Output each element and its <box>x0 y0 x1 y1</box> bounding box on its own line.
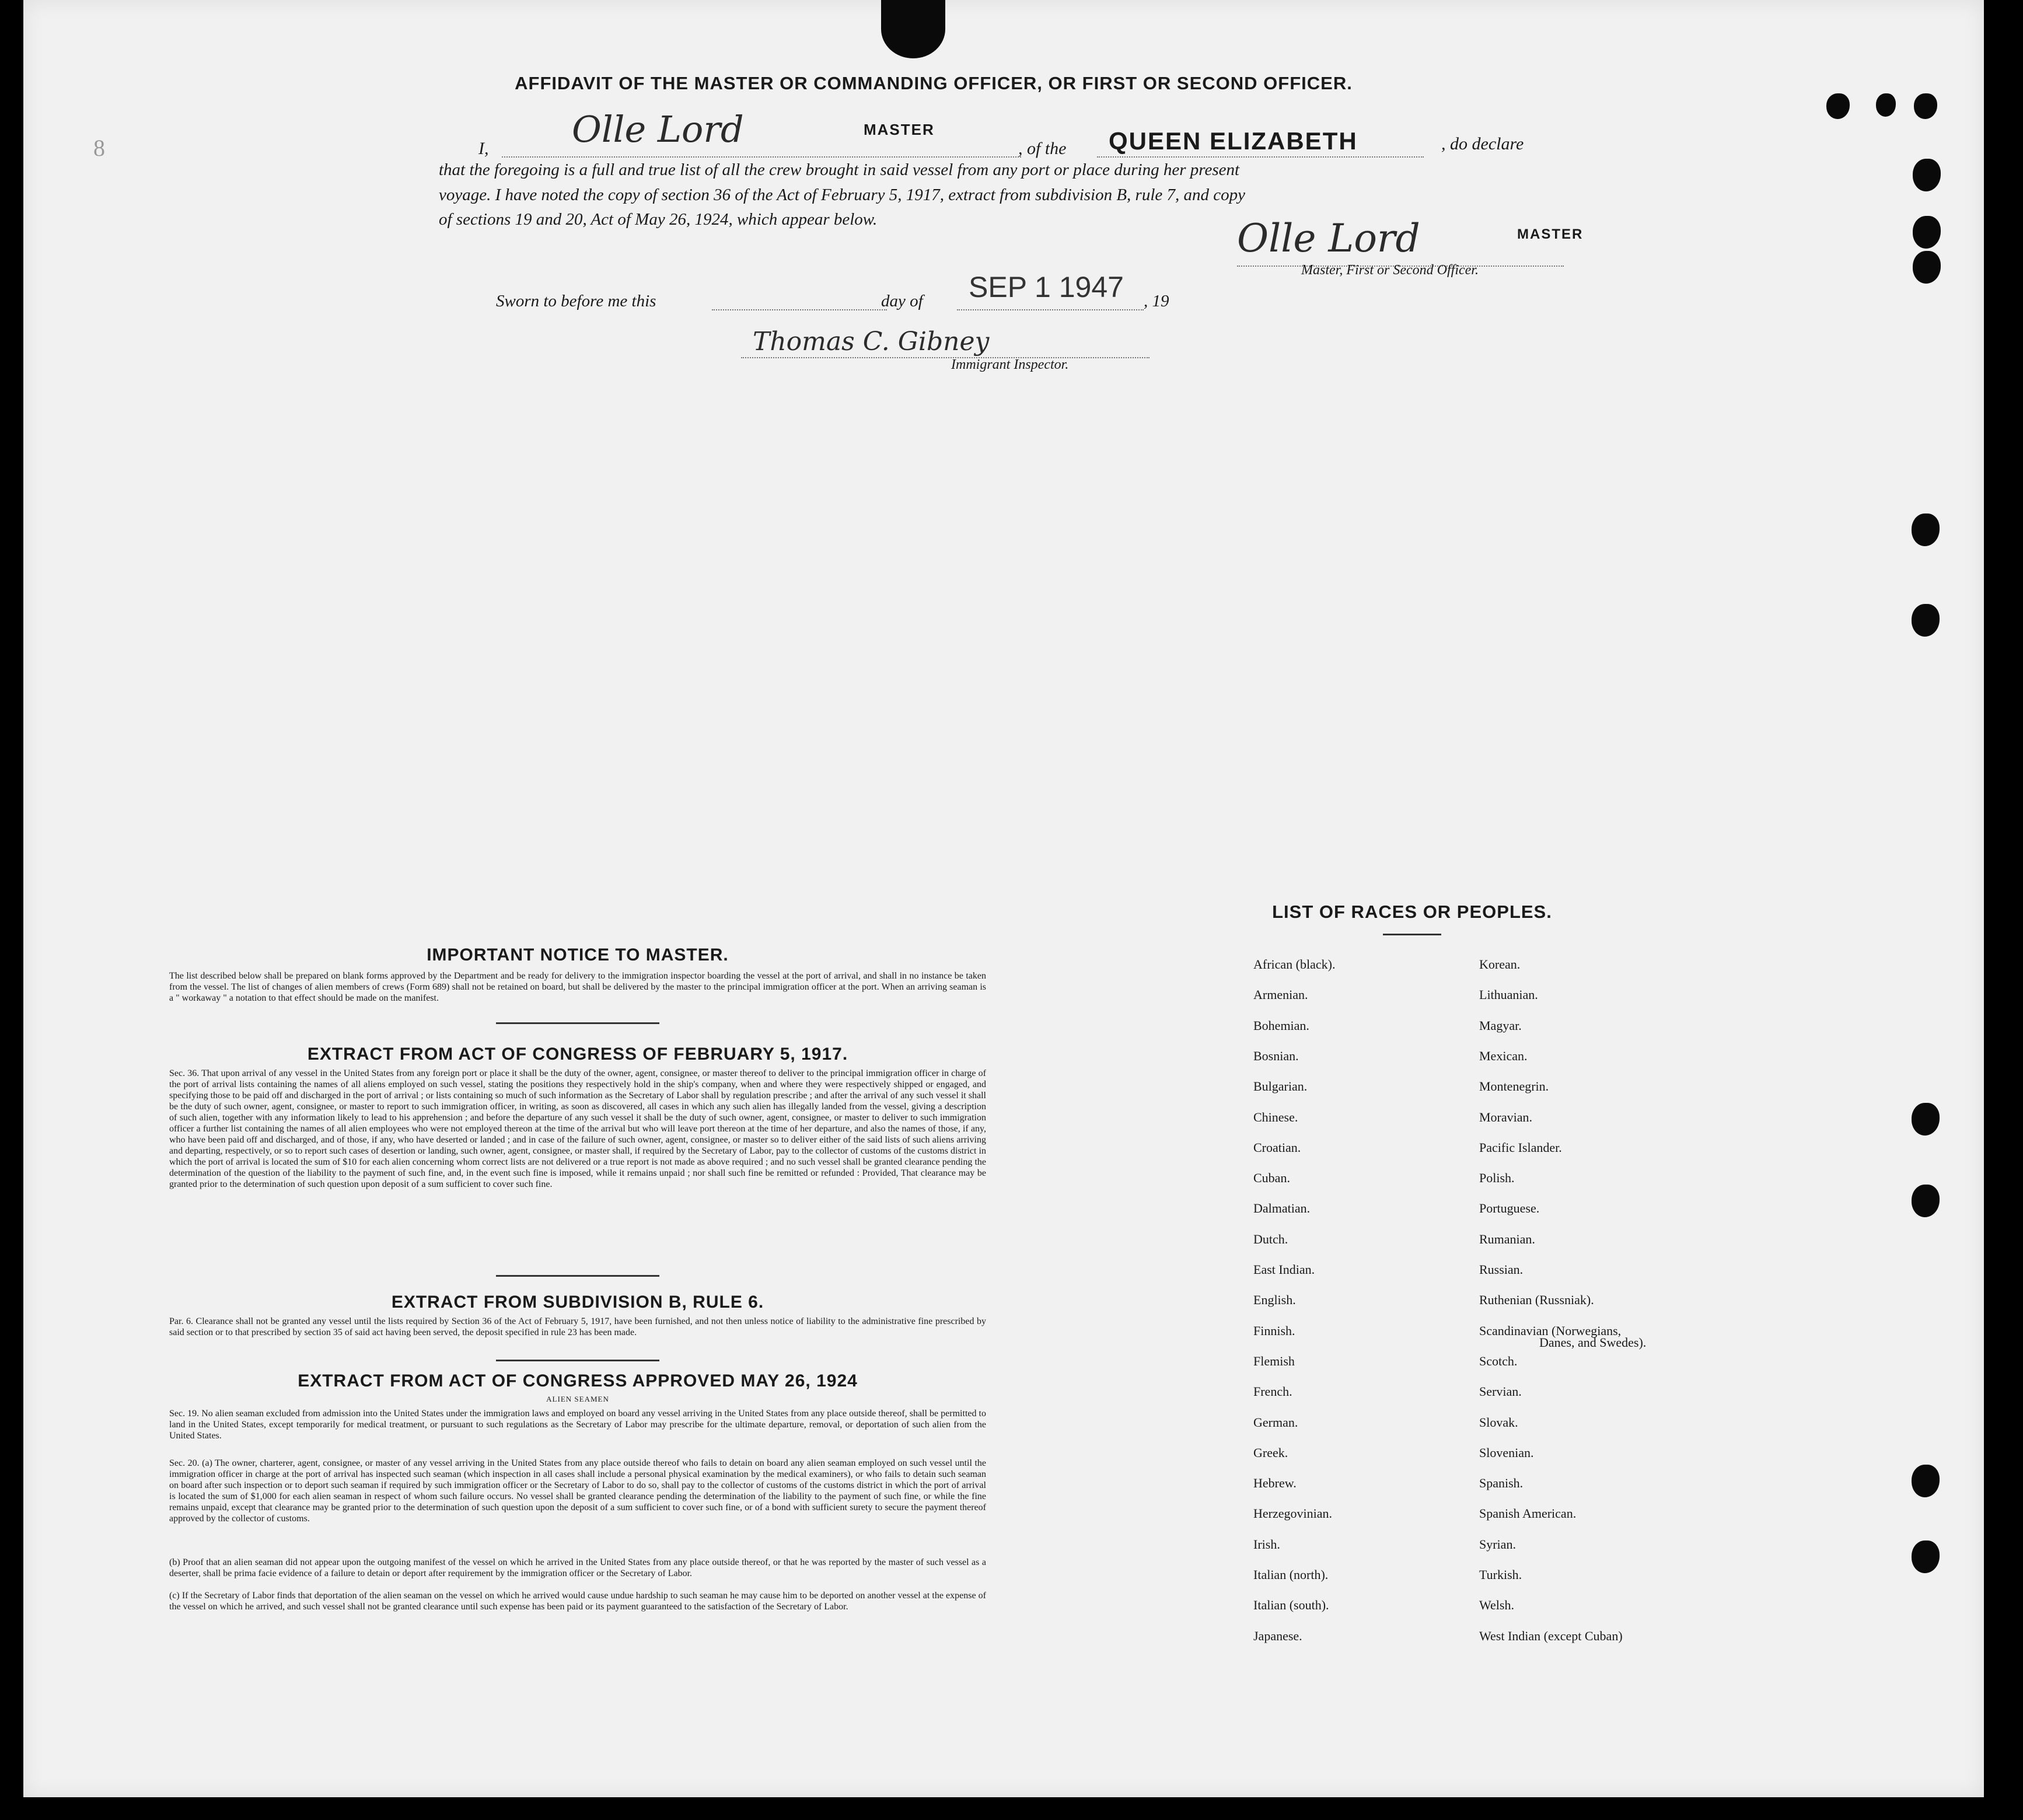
race-item: Ruthenian (Russniak). <box>1479 1292 1594 1308</box>
race-item: Russian. <box>1479 1262 1524 1277</box>
extract-1924-title: EXTRACT FROM ACT OF CONGRESS APPROVED MAY 26, 1924 <box>298 1371 858 1391</box>
master-stamp: MASTER <box>864 121 935 138</box>
punch-hole <box>1912 1465 1940 1497</box>
race-item: Bohemian. <box>1253 1018 1309 1033</box>
race-item: German. <box>1253 1414 1298 1430</box>
punch-hole <box>1912 1540 1940 1573</box>
race-item: Slovenian. <box>1479 1445 1534 1460</box>
punch-hole <box>1912 1185 1940 1217</box>
sworn-label: Sworn to before me this <box>496 292 656 310</box>
race-item: Servian. <box>1479 1384 1522 1399</box>
races-title: LIST OF RACES OR PEOPLES. <box>1272 902 1552 922</box>
officer-signature: Olle Lord <box>1237 216 1420 261</box>
race-item: Scotch. <box>1479 1353 1518 1368</box>
sec20b-body: (b) Proof that an alien seaman did not appear upon the outgoing manifest of the vessel on which he arrived in the United States from any place outside thereof, or that he was reported by the master of such vessel as a deserter, shall be prima facie evidence of a failure to detain or deport after requirement by the immigration officer or the Secretary of Labor. <box>169 1557 986 1578</box>
punch-hole <box>1876 93 1896 117</box>
race-item: Flemish <box>1253 1353 1295 1368</box>
divider <box>496 1275 659 1277</box>
notice-body: The list described below shall be prepared on blank forms approved by the Department and be ready for delivery to the immigration inspector boarding the vessel at the port of arrival, and shall in no instance be taken from the vessel. The list of changes of alien members of crews (Form 689) shall not be retained on board, but shall be delivered by the master to the principal immigration officer at the port. When an arriving seaman is a " workaway " a notation to that effect should be made on the manifest. <box>169 971 986 1003</box>
sec20a-body: Sec. 20. (a) The owner, charterer, agent, consignee, or master of any vessel arriving in the United States from any place outside thereof who fails to detain on board any alien seaman employed on such vessel until the immigration officer in charge at the port of arrival has inspected such seaman (which inspection in all cases shall include a personal physical examination by the medical examiners), or who fails to detain such seaman on board after such inspection or to deport such seaman if required by such immigration officer or the Secretary of Labor to do so, shall pay to the collector of customs of the customs district in which the port of arrival is located the sum of $1,000 for each alien seaman in respect of whom such failure occurs. No vessel shall be granted clearance pending the determination of the liability to the payment of such fine, or while the fine remains unpaid, except that clearance may be granted prior to the determination of such question upon the deposit of a sum sufficient to cover such fine, or of a bond with sufficient surety to secure the payment thereof approved by the collector of customs. <box>169 1458 986 1524</box>
affidavit-line2: that the foregoing is a full and true list of all the crew brought in said vessel from any port or place during her present <box>439 160 1240 179</box>
document-page <box>23 0 1984 1797</box>
date-line <box>957 309 1144 310</box>
race-item: Finnish. <box>1253 1323 1295 1338</box>
race-item: Spanish. <box>1479 1476 1524 1491</box>
of-the-label: , of the <box>1018 139 1067 158</box>
affidavit-title: AFFIDAVIT OF THE MASTER OR COMMANDING OFFICER, OR FIRST OR SECOND OFFICER. <box>515 73 1353 93</box>
sec20c-body: (c) If the Secretary of Labor finds that deportation of the alien seaman on the vessel on which he arrived would cause undue hardship to such seaman he may cause him to be deported on another vessel at the expense of the vessel on which he arrived, and such vessel shall not be granted clearance until such expense has been paid or its payment guaranteed to the satisfaction of the Secretary of Labor. <box>169 1591 986 1612</box>
divider <box>1383 934 1441 935</box>
extract-1924-subtitle: ALIEN SEAMEN <box>546 1395 609 1403</box>
race-item: Herzegovinian. <box>1253 1506 1332 1521</box>
affidavit-line4: of sections 19 and 20, Act of May 26, 1924, which appear below. <box>439 210 878 229</box>
vessel-name: QUEEN ELIZABETH <box>1109 127 1358 155</box>
race-item: Pacific Islander. <box>1479 1140 1562 1155</box>
race-item: East Indian. <box>1253 1262 1315 1277</box>
punch-hole <box>1912 513 1940 546</box>
paper-tear <box>881 0 945 58</box>
race-item: Cuban. <box>1253 1171 1290 1186</box>
notice-title: IMPORTANT NOTICE TO MASTER. <box>427 945 729 965</box>
race-item: Spanish American. <box>1479 1506 1577 1521</box>
vessel-line <box>1097 156 1424 158</box>
race-item: Magyar. <box>1479 1018 1522 1033</box>
name-line <box>502 156 1021 158</box>
punch-hole <box>1912 1103 1940 1136</box>
race-item: Slovak. <box>1479 1414 1518 1430</box>
race-item: Hebrew. <box>1253 1476 1297 1491</box>
inspector-signature: Thomas C. Gibney <box>753 327 990 357</box>
race-scandinavian-cont: Danes, and Swedes). <box>1539 1335 1647 1350</box>
race-item: Mexican. <box>1479 1048 1528 1063</box>
inspector-caption: Immigrant Inspector. <box>951 357 1069 372</box>
extract-1917-body: Sec. 36. That upon arrival of any vessel in the United States from any foreign port or place it shall be the duty of the owner, agent, consignee, or master thereof to deliver to the principal immigration officer in charge of the port of arrival lists containing the names of all aliens employed on such vessel, stating the positions they respectively hold in the ship's company, when and where they were respectively shipped or engaged, and specifying those to be paid off and discharged in the port of arrival ; or lists containing so much of such information as the Secretary of Labor shall by regulation prescribe ; and after the arrival of any such vessel it shall be the duty of such owner, agent, consignee, or master to report to such immigration officer, in writing, as soon as discovered, all cases in which any such alien has illegally landed from the vessel, giving a description of such alien, together with any information likely to lead to his apprehension ; and before the departure of any such vessel it shall be the duty of such owner, agent, consignee, or master to deliver to such immigration officer a further list containing the names of all alien employees who were not employed thereon at the time of the arrival but who will leave port thereon at the time of her departure, and also the names of those, if any, who have been paid off and discharged, and of those, if any, who have deserted or landed ; and in case of the failure of such owner, agent, consignee, or master so to deliver either of the said lists of such aliens arriving and departing, respectively, or so to report such cases of desertion or landing, such owner, agent, consignee, or master shall, if required by the Secretary of Labor, pay to the collector of customs of the customs district in which the port of arrival is located the sum of $10 for each alien concerning whom correct lists are not delivered or a true report is not made as above required ; and no such vessel shall be granted clearance pending the determination of the question of the liability to the payment of such fine, and, in the event such fine is imposed, while it remains unpaid ; nor shall such fine be remitted or refunded : Provided, That clearance may be granted prior to the determination of such question upon deposit of a sum sufficient to cover such fine. <box>169 1068 986 1189</box>
race-item: Scandinavian (Norwegians, <box>1479 1323 1622 1338</box>
rule6-title: EXTRACT FROM SUBDIVISION B, RULE 6. <box>391 1292 764 1312</box>
race-item: West Indian (except Cuban) <box>1479 1628 1623 1643</box>
day-line <box>712 309 887 310</box>
punch-hole <box>1913 216 1941 249</box>
divider <box>496 1022 659 1024</box>
race-item: Moravian. <box>1479 1109 1533 1124</box>
race-item: Croatian. <box>1253 1140 1301 1155</box>
rule6-body: Par. 6. Clearance shall not be granted any vessel until the lists required by Section 36 of the Act of February 5, 1917, have been furnished, and not then unless notice of liability to the administrative fine prescribed by said section or to that prescribed by section 35 of said act having been served, the deposit specified in rule 23 has been made. <box>169 1316 986 1337</box>
race-item: Bulgarian. <box>1253 1079 1308 1094</box>
year-suffix: , 19 <box>1144 292 1169 310</box>
race-item: Rumanian. <box>1479 1231 1535 1246</box>
affidavit-line3: voyage. I have noted the copy of section 36 of the Act of February 5, 1917, extract from subdivision B, rule 7, and copy <box>439 186 1246 204</box>
master-signature: Olle Lord <box>572 108 744 151</box>
punch-hole <box>1913 159 1941 191</box>
margin-mark: 8 <box>93 135 105 161</box>
race-item: Korean. <box>1479 957 1521 972</box>
race-item: Italian (south). <box>1253 1598 1329 1613</box>
punch-hole <box>1914 93 1937 119</box>
race-item: Polish. <box>1479 1171 1515 1186</box>
divider <box>496 1360 659 1361</box>
race-item: Portuguese. <box>1479 1201 1540 1216</box>
officer-caption: Master, First or Second Officer. <box>1301 263 1479 278</box>
i-label: I, <box>478 139 489 158</box>
extract-1917-title: EXTRACT FROM ACT OF CONGRESS OF FEBRUARY 5, 1917. <box>307 1045 848 1064</box>
race-item: Dutch. <box>1253 1231 1288 1246</box>
race-item: English. <box>1253 1292 1296 1308</box>
race-item: Greek. <box>1253 1445 1288 1460</box>
master-stamp-2: MASTER <box>1517 226 1584 242</box>
race-item: Armenian. <box>1253 987 1308 1002</box>
race-item: Dalmatian. <box>1253 1201 1311 1216</box>
race-item: Bosnian. <box>1253 1048 1299 1063</box>
race-item: Lithuanian. <box>1479 987 1538 1002</box>
race-item: Welsh. <box>1479 1598 1514 1613</box>
punch-hole <box>1913 251 1941 284</box>
inspector-line <box>741 357 1149 358</box>
date-stamp: SEP 1 1947 <box>969 271 1124 303</box>
race-item: Turkish. <box>1479 1567 1522 1582</box>
race-item: Italian (north). <box>1253 1567 1329 1582</box>
race-item: Chinese. <box>1253 1109 1298 1124</box>
race-item: Irish. <box>1253 1536 1280 1552</box>
punch-hole <box>1826 93 1850 119</box>
race-item: Montenegrin. <box>1479 1079 1549 1094</box>
sec19-body: Sec. 19. No alien seaman excluded from admission into the United States under the immigration laws and employed on board any vessel arriving in the United States from any place outside thereof, shall be permitted to land in the United States, except temporarily for medical treatment, or pursuant to such regulations as the Secretary of Labor may prescribe for the ultimate departure, removal, or deportation of such alien from the United States. <box>169 1409 986 1441</box>
do-declare: , do declare <box>1441 134 1524 153</box>
race-item: Syrian. <box>1479 1536 1516 1552</box>
punch-hole <box>1912 604 1940 637</box>
day-of-label: day of <box>881 292 923 310</box>
race-item: French. <box>1253 1384 1292 1399</box>
race-item: African (black). <box>1253 957 1336 972</box>
race-item: Japanese. <box>1253 1628 1302 1643</box>
